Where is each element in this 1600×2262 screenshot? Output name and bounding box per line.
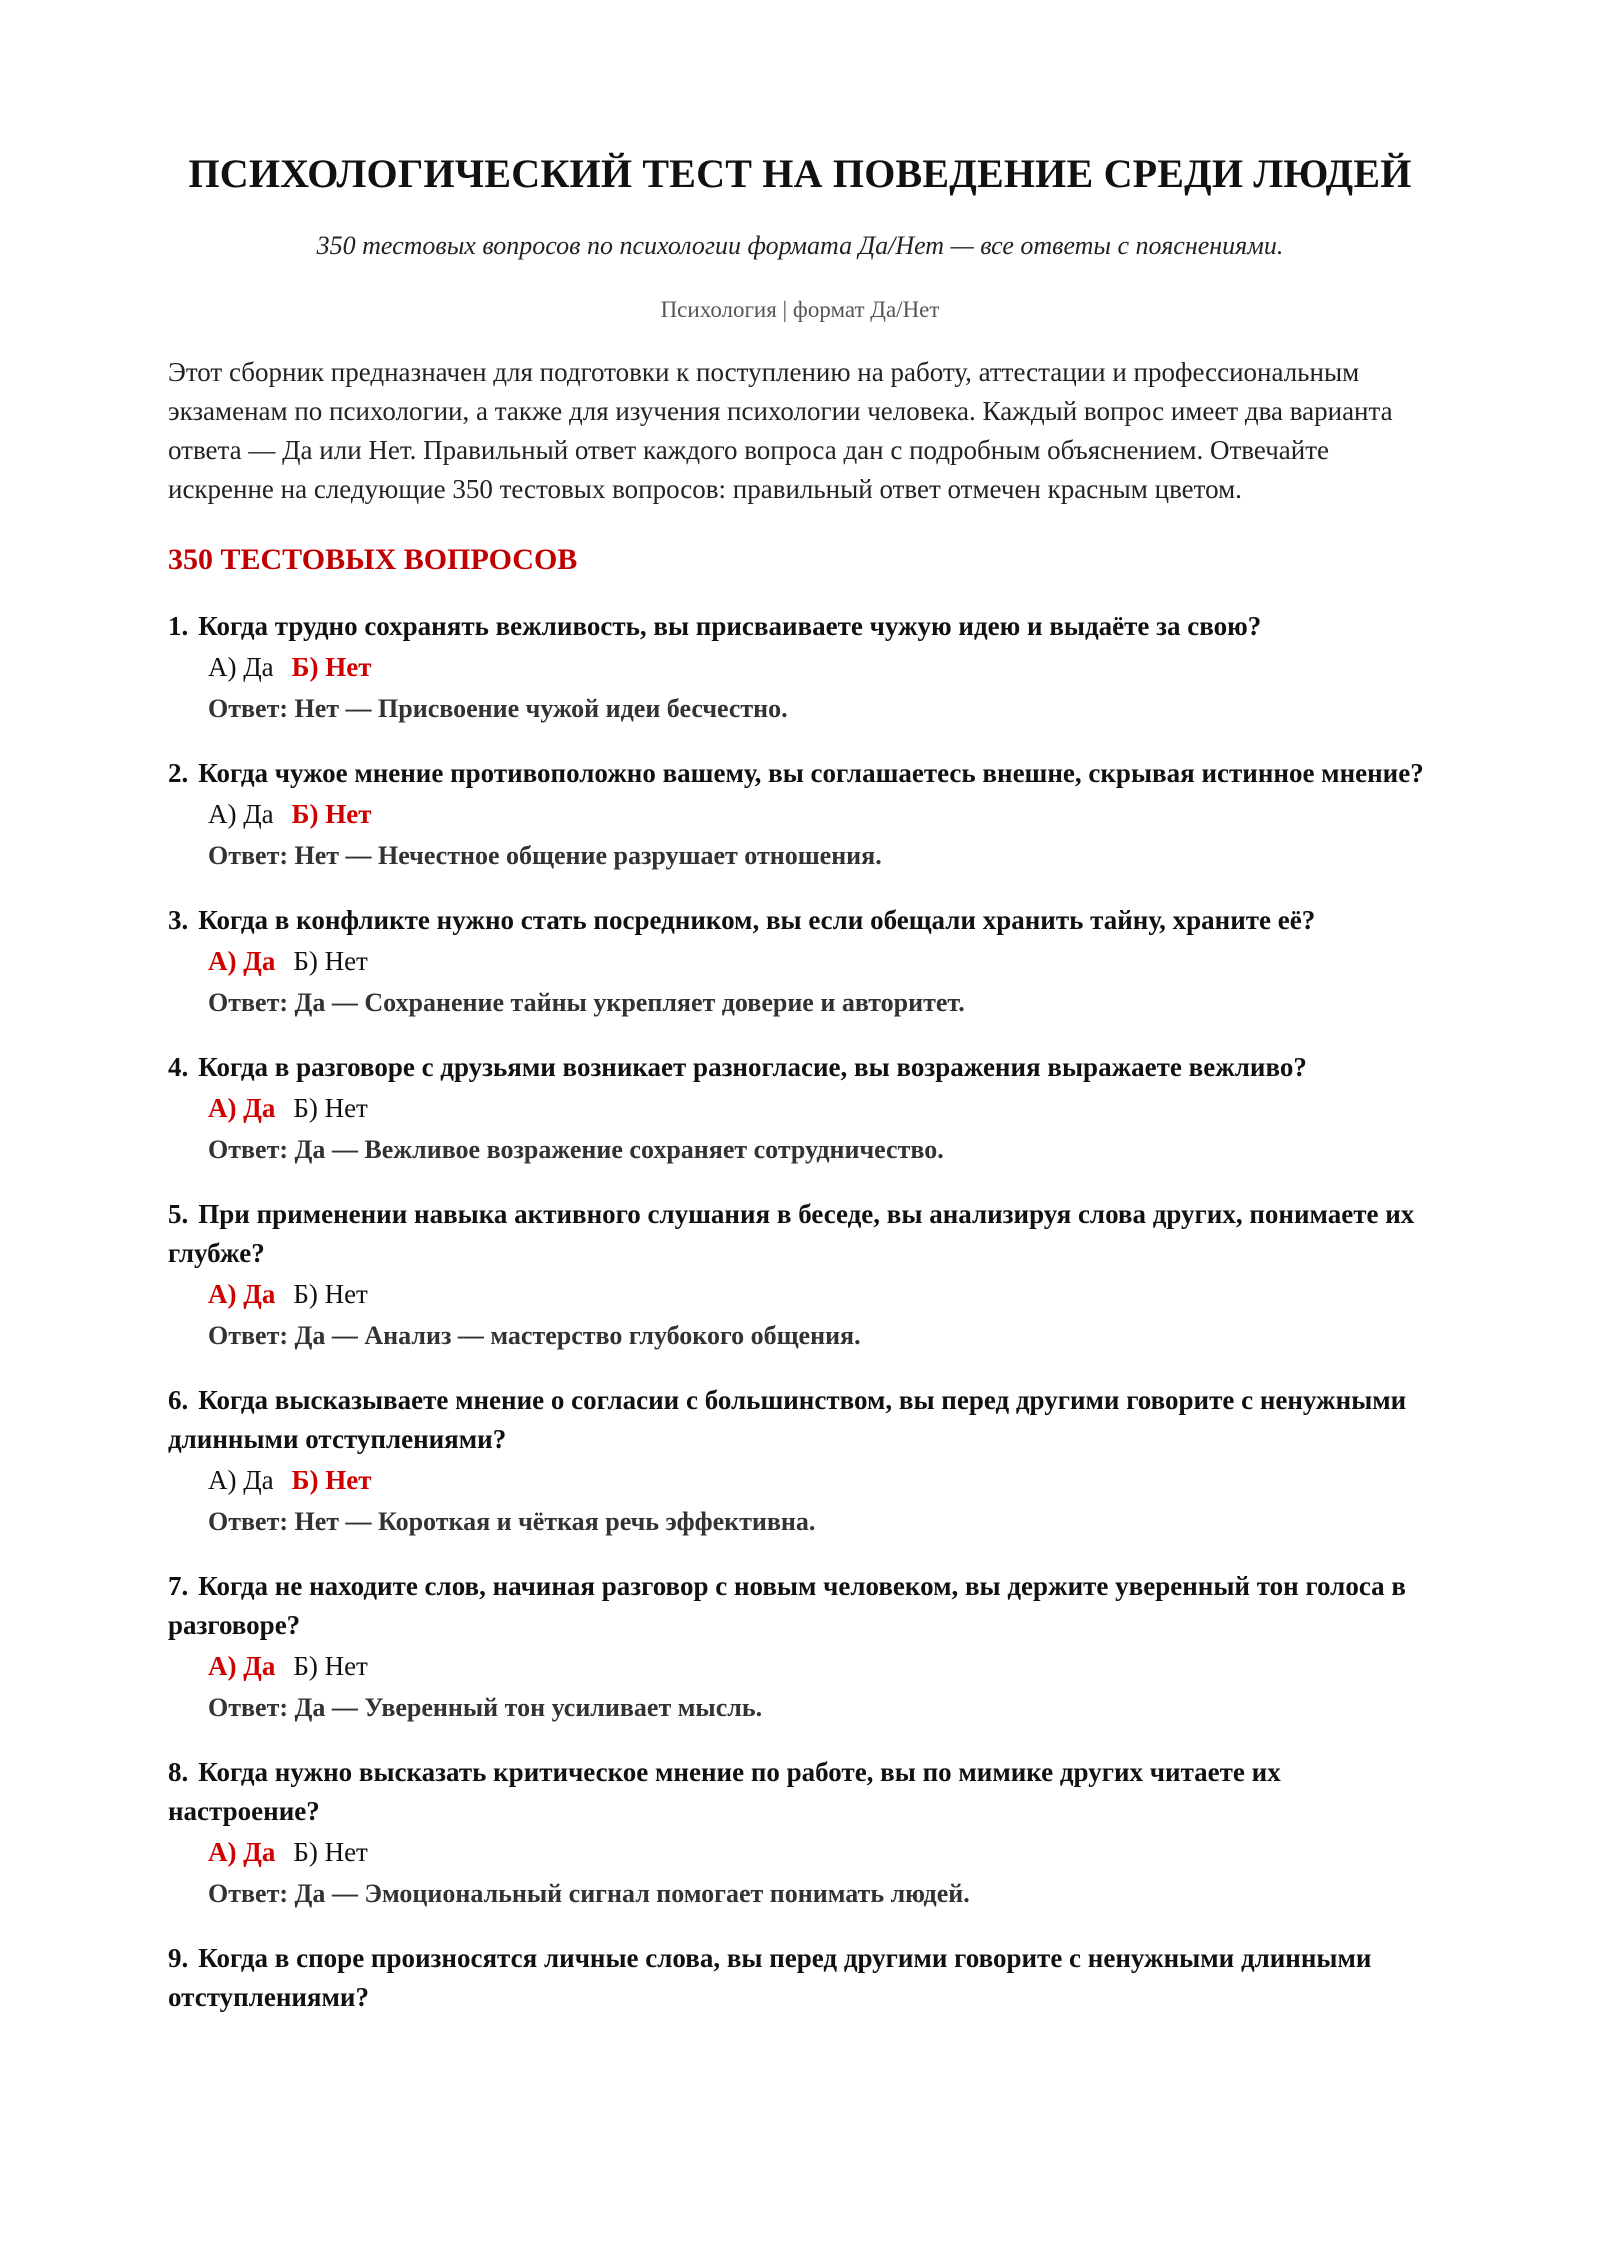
answer-explanation: Ответ: Да — Вежливое возражение сохраняет сотрудничество. xyxy=(208,1135,944,1164)
question-text xyxy=(168,1939,1432,2017)
option-no: Б) Нет xyxy=(291,652,372,682)
page-title: ПСИХОЛОГИЧЕСКИЙ ТЕСТ НА ПОВЕДЕНИЕ СРЕДИ ЛЮДЕЙ xyxy=(188,151,1412,196)
option-no: Б) Нет xyxy=(291,799,372,829)
question-item xyxy=(168,1567,1432,1729)
question-text xyxy=(168,1195,1432,1273)
option-yes: А) Да xyxy=(208,946,276,976)
question-body: Когда в разговоре с друзьями возникает разногласие, вы возражения выражаете вежливо? xyxy=(198,1052,1307,1082)
option-yes: А) Да xyxy=(208,1465,274,1495)
question-list xyxy=(168,607,1432,2017)
question-body: Когда не находите слов, начиная разговор с новым человеком, вы держите уверенный тон голоса в разговоре? xyxy=(168,1571,1406,1640)
question-body: Когда высказываете мнение о согласии с большинством, вы перед другими говорите с ненужными длинными отступлениями? xyxy=(168,1385,1407,1454)
question-number: 5. xyxy=(168,1199,189,1229)
question-body: Когда в споре произносятся личные слова, вы перед другими говорите с ненужными длинными отступлениями? xyxy=(168,1943,1372,2012)
question-item xyxy=(168,901,1432,1024)
option-yes: А) Да xyxy=(208,1651,276,1681)
answer-options xyxy=(208,1087,1432,1129)
answer-explanation: Ответ: Нет — Нечестное общение разрушает отношения. xyxy=(208,841,882,870)
question-number: 4. xyxy=(168,1052,189,1082)
question-body: Когда в конфликте нужно стать посредником, вы если обещали хранить тайну, храните её? xyxy=(198,905,1316,935)
answer-explanation: Ответ: Да — Сохранение тайны укрепляет доверие и авторитет. xyxy=(208,988,965,1017)
answer-options xyxy=(208,646,1432,688)
question-number: 7. xyxy=(168,1571,189,1601)
question-item xyxy=(168,1195,1432,1357)
question-text xyxy=(168,901,1432,940)
meta-line: Психология | формат Да/Нет xyxy=(660,297,940,322)
answer-options xyxy=(208,1645,1432,1687)
question-number: 2. xyxy=(168,758,189,788)
option-no: Б) Нет xyxy=(293,1837,368,1867)
question-body: Когда трудно сохранять вежливость, вы присваиваете чужую идею и выдаёте за свою? xyxy=(198,611,1262,641)
question-number: 9. xyxy=(168,1943,189,1973)
question-text xyxy=(168,1048,1432,1087)
answer-explanation: Ответ: Да — Эмоциональный сигнал помогает понимать людей. xyxy=(208,1879,970,1908)
option-no: Б) Нет xyxy=(293,1279,368,1309)
option-yes: А) Да xyxy=(208,652,274,682)
answer-explanation: Ответ: Да — Уверенный тон усиливает мысль. xyxy=(208,1693,763,1722)
question-item xyxy=(168,1939,1432,2017)
answer-options xyxy=(208,1459,1432,1501)
answer-options xyxy=(208,793,1432,835)
question-text xyxy=(168,754,1432,793)
option-no: Б) Нет xyxy=(291,1465,372,1495)
answer-options xyxy=(208,940,1432,982)
answer-options xyxy=(208,1831,1432,1873)
option-no: Б) Нет xyxy=(293,1651,368,1681)
question-text xyxy=(168,607,1432,646)
option-yes: А) Да xyxy=(208,1279,276,1309)
question-text xyxy=(168,1753,1432,1831)
answer-explanation: Ответ: Да — Анализ — мастерство глубокого общения. xyxy=(208,1321,861,1350)
option-no: Б) Нет xyxy=(293,946,368,976)
section-title: 350 ТЕСТОВЫХ ВОПРОСОВ xyxy=(168,543,578,576)
question-number: 3. xyxy=(168,905,189,935)
question-body: При применении навыка активного слушания в беседе, вы анализируя слова других, понимаете их глубже? xyxy=(168,1199,1415,1268)
question-number: 6. xyxy=(168,1385,189,1415)
option-yes: А) Да xyxy=(208,1837,276,1867)
question-body: Когда нужно высказать критическое мнение по работе, вы по мимике других читаете их настроение? xyxy=(168,1757,1281,1826)
question-item xyxy=(168,1048,1432,1171)
answer-options xyxy=(208,1273,1432,1315)
question-item xyxy=(168,1753,1432,1915)
answer-explanation: Ответ: Нет — Присвоение чужой идеи бесчестно. xyxy=(208,694,788,723)
option-yes: А) Да xyxy=(208,799,274,829)
question-text xyxy=(168,1381,1432,1459)
option-no: Б) Нет xyxy=(293,1093,368,1123)
question-item xyxy=(168,754,1432,877)
question-number: 1. xyxy=(168,611,189,641)
intro-paragraph: Этот сборник предназначен для подготовки к поступлению на работу, аттестации и профессиональным экзаменам по психологии, а также для изучения психологии человека. Каждый вопрос имеет два варианта ответа — Да или Нет. Правильный ответ каждого вопроса дан с подробным объяснением. Отвечайте искренне на следующие 350 тестовых вопросов: правильный ответ отмечен красным цветом. xyxy=(168,357,1393,504)
question-text xyxy=(168,1567,1432,1645)
question-item xyxy=(168,1381,1432,1543)
question-item xyxy=(168,607,1432,730)
subtitle: 350 тестовых вопросов по психологии формата Да/Нет — все ответы с пояснениями. xyxy=(316,231,1284,260)
question-body: Когда чужое мнение противоположно вашему, вы соглашаетесь внешне, скрывая истинное мнение? xyxy=(198,758,1424,788)
question-number: 8. xyxy=(168,1757,189,1787)
option-yes: А) Да xyxy=(208,1093,276,1123)
answer-explanation: Ответ: Нет — Короткая и чёткая речь эффективна. xyxy=(208,1507,816,1536)
